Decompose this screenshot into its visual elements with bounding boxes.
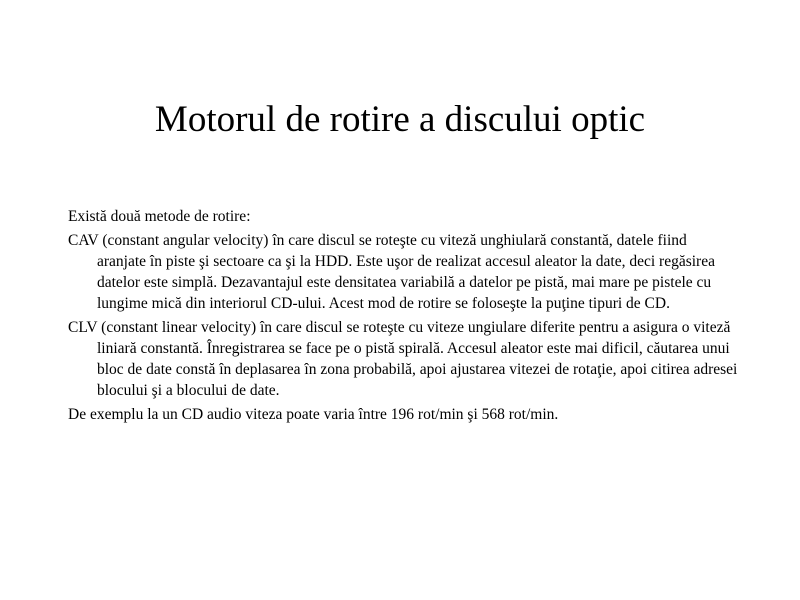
- paragraph-example: De exemplu la un CD audio viteza poate varia între 196 rot/min şi 568 rot/min.: [68, 406, 559, 423]
- slide-body: [68, 206, 738, 428]
- slide-title: Motorul de rotire a discului optic: [154, 99, 646, 140]
- paragraph-cav: CAV (constant angular velocity) în care discul se roteşte cu viteză unghiulară constantă, datele fiind aranjate în piste şi sectoare ca şi la HDD. Este uşor de realizat accesul aleator la date, deci regăsirea datelor este simplă. Dezavantajul este densitatea variabilă a datelor pe pistă, mai mare pe pistele cu lungime mică din interiorul CD-ului. Acest mod de rotire se foloseşte la puţine tipuri de CD.: [68, 232, 715, 312]
- paragraph-intro: Există două metode de rotire:: [68, 208, 251, 225]
- paragraph-clv: CLV (constant linear velocity) în care discul se roteşte cu viteze ungiulare diferite pentru a asigura o viteză liniară constantă. Înregistrarea se face pe o pistă spirală. Accesul aleator este mai dificil, căutarea unui bloc de date constă în deplasarea în zona probabilă, apoi ajustarea vitezei de rotaţie, apoi citirea adresei blocului şi a blocului de date.: [68, 319, 738, 399]
